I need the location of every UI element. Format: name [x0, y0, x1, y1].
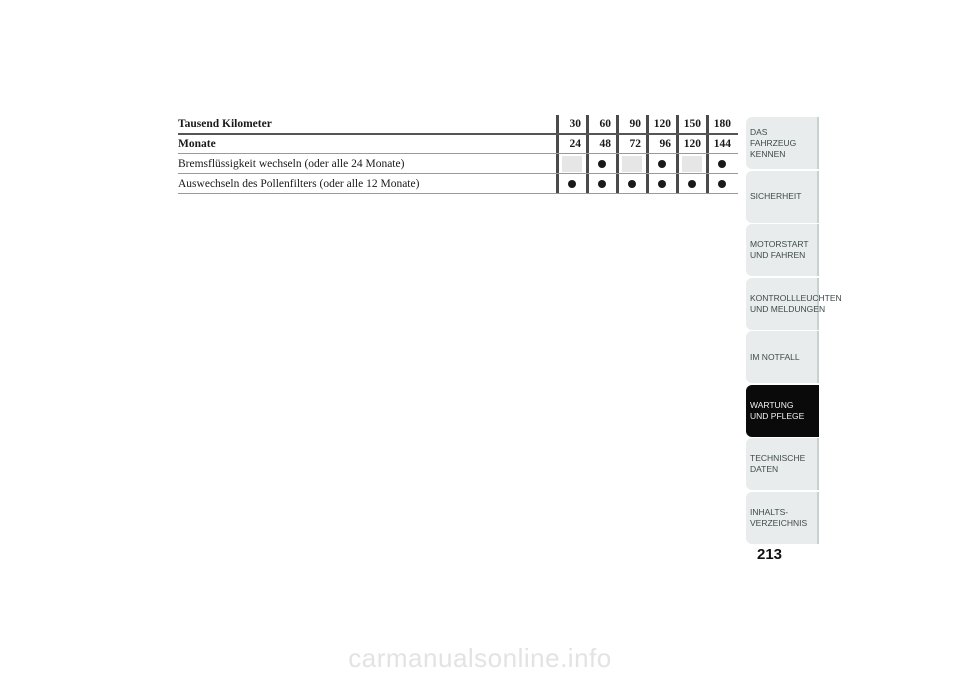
chapter-tab[interactable] — [746, 385, 819, 437]
service-dot-icon — [688, 180, 696, 188]
months-cell: 120 — [676, 135, 704, 153]
kilometers-cell: 150 — [676, 115, 704, 133]
months-cell: 96 — [646, 135, 674, 153]
kilometers-cell: 120 — [646, 115, 674, 133]
table-row — [178, 154, 738, 174]
service-dot-cell — [706, 154, 734, 173]
service-dot-icon — [628, 180, 636, 188]
service-dot-cell — [676, 174, 704, 193]
kilometers-header-row — [178, 115, 738, 135]
chapter-tab[interactable] — [746, 224, 819, 276]
kilometers-cell: 30 — [556, 115, 584, 133]
service-dot-icon — [658, 160, 666, 168]
service-dot-cell — [616, 174, 644, 193]
months-row — [178, 135, 738, 154]
empty-cell — [676, 154, 704, 173]
maintenance-table — [178, 115, 738, 194]
chapter-tab[interactable] — [746, 438, 819, 490]
chapter-tab[interactable] — [746, 171, 819, 223]
chapter-tab-label: KONTROLLLEUCHTEN UND MELDUNGEN — [750, 292, 842, 314]
chapter-tab-label: WARTUNG UND PFLEGE — [750, 399, 805, 421]
task-label: Auswechseln des Pollenfilters (oder alle 12 Monate) — [178, 177, 420, 190]
service-dot-icon — [718, 160, 726, 168]
chapter-tab[interactable] — [746, 117, 819, 169]
empty-shade — [682, 156, 702, 172]
watermark: carmanualsonline.info — [348, 643, 612, 673]
kilometers-cell: 90 — [616, 115, 644, 133]
chapter-tab-label: DAS FAHRZEUG KENNEN — [750, 126, 797, 159]
months-cell: 24 — [556, 135, 584, 153]
chapter-tab-label: TECHNISCHE DATEN — [750, 453, 806, 474]
months-label: Monate — [178, 138, 216, 150]
empty-shade — [562, 156, 582, 172]
service-dot-cell — [646, 174, 674, 193]
empty-cell — [616, 154, 644, 173]
page-number: 213 — [757, 546, 783, 563]
service-dot-icon — [598, 160, 606, 168]
kilometers-cell: 180 — [706, 115, 734, 133]
months-cell: 144 — [706, 135, 734, 153]
service-dot-cell — [556, 174, 584, 193]
chapter-tabs — [746, 117, 842, 545]
task-label: Bremsflüssigkeit wechseln (oder alle 24 Monate) — [178, 157, 405, 170]
kilometers-label: Tausend Kilometer — [178, 118, 272, 130]
chapter-tab-label: SICHERHEIT — [750, 191, 802, 201]
months-cell: 48 — [586, 135, 614, 153]
service-dot-cell — [706, 174, 734, 193]
service-dot-cell — [586, 174, 614, 193]
service-dot-cell — [586, 154, 614, 173]
service-dot-icon — [598, 180, 606, 188]
service-dot-icon — [718, 180, 726, 188]
chapter-tab[interactable] — [746, 331, 819, 383]
service-dot-cell — [646, 154, 674, 173]
chapter-tab-label: INHALTS-VERZEICHNIS — [750, 506, 808, 528]
empty-shade — [622, 156, 642, 172]
kilometers-cell: 60 — [586, 115, 614, 133]
chapter-tab-label: MOTORSTART UND FAHREN — [750, 239, 809, 260]
service-dot-icon — [658, 180, 666, 188]
empty-cell — [556, 154, 584, 173]
table-row — [178, 174, 738, 194]
chapter-tab[interactable] — [746, 492, 819, 544]
months-cell: 72 — [616, 135, 644, 153]
chapter-tab[interactable] — [746, 278, 842, 330]
service-dot-icon — [568, 180, 576, 188]
chapter-tab-label: IM NOTFALL — [750, 351, 800, 362]
